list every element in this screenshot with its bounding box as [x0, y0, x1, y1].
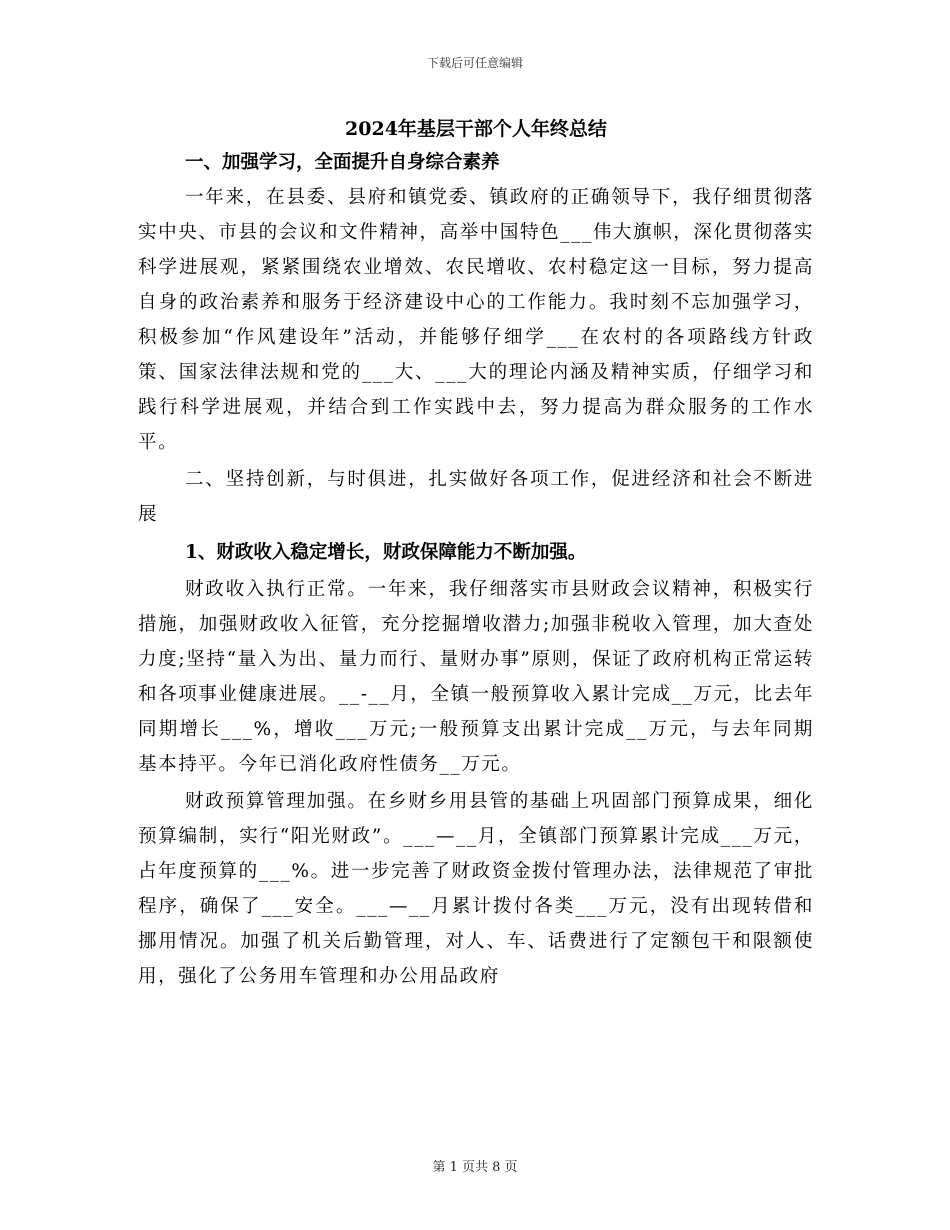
page-header: 下载后可任意编辑 — [426, 56, 523, 70]
paragraph-4: 财政预算管理加强。在乡财乡用县管的基础上巩固部门预算成果，细化预算编制，实行“阳光财政”。___—__月，全镇部门预算累计完成___万元，占年度预算的___%。进一步完善了财政资金拨付管理办法，法律规范了审批程序，确保了___安全。___—__月累计拨付各类___万元，没有出现转借和挪用情况。加强了机关后勤管理，对人、车、话费进行了定额包干和限额使用，强化了公务用车管理和办公用品政府 — [138, 791, 814, 987]
document-body — [138, 112, 814, 994]
page-footer: 第 1 页共 8 页 — [432, 1160, 518, 1175]
document-title: 2024年基层干部个人年终总结 — [345, 118, 607, 140]
paragraph-2: 二、坚持创新，与时俱进，扎实做好各项工作，促进经济和社会不断进展 — [138, 469, 814, 525]
section-heading-1: 一、加强学习，全面提升自身综合素养 — [185, 152, 500, 173]
paragraph-3: 财政收入执行正常。一年来，我仔细落实市县财政会议精神，积极实行措施，加强财政收入征管，充分挖掘增收潜力;加强非税收入管理，加大查处力度;坚持“量入为出、量力而行、量财办事”原则，保证了政府机构正常运转和各项事业健康进展。__-__月，全镇一般预算收入累计完成__万元，比去年同期增长___%，增收___万元;一般预算支出累计完成__万元，与去年同期基本持平。今年已消化政府性债务__万元。 — [138, 579, 814, 775]
subheading-1: 1、财政收入稳定增长，财政保障能力不断加强。 — [185, 542, 587, 563]
paragraph-1: 一年来，在县委、县府和镇党委、镇政府的正确领导下，我仔细贯彻落实中央、市县的会议和文件精神，高举中国特色___伟大旗帜，深化贯彻落实科学进展观，紧紧围绕农业增效、农民增收、农村稳定这一目标，努力提高自身的政治素养和服务于经济建设中心的工作能力。我时刻不忘加强学习，积极参加“作风建设年”活动，并能够仔细学___在农村的各项路线方针政策、国家法律法规和党的___大、___大的理论内涵及精神实质，仔细学习和践行科学进展观，并结合到工作实践中去，努力提高为群众服务的工作水平。 — [138, 187, 814, 453]
